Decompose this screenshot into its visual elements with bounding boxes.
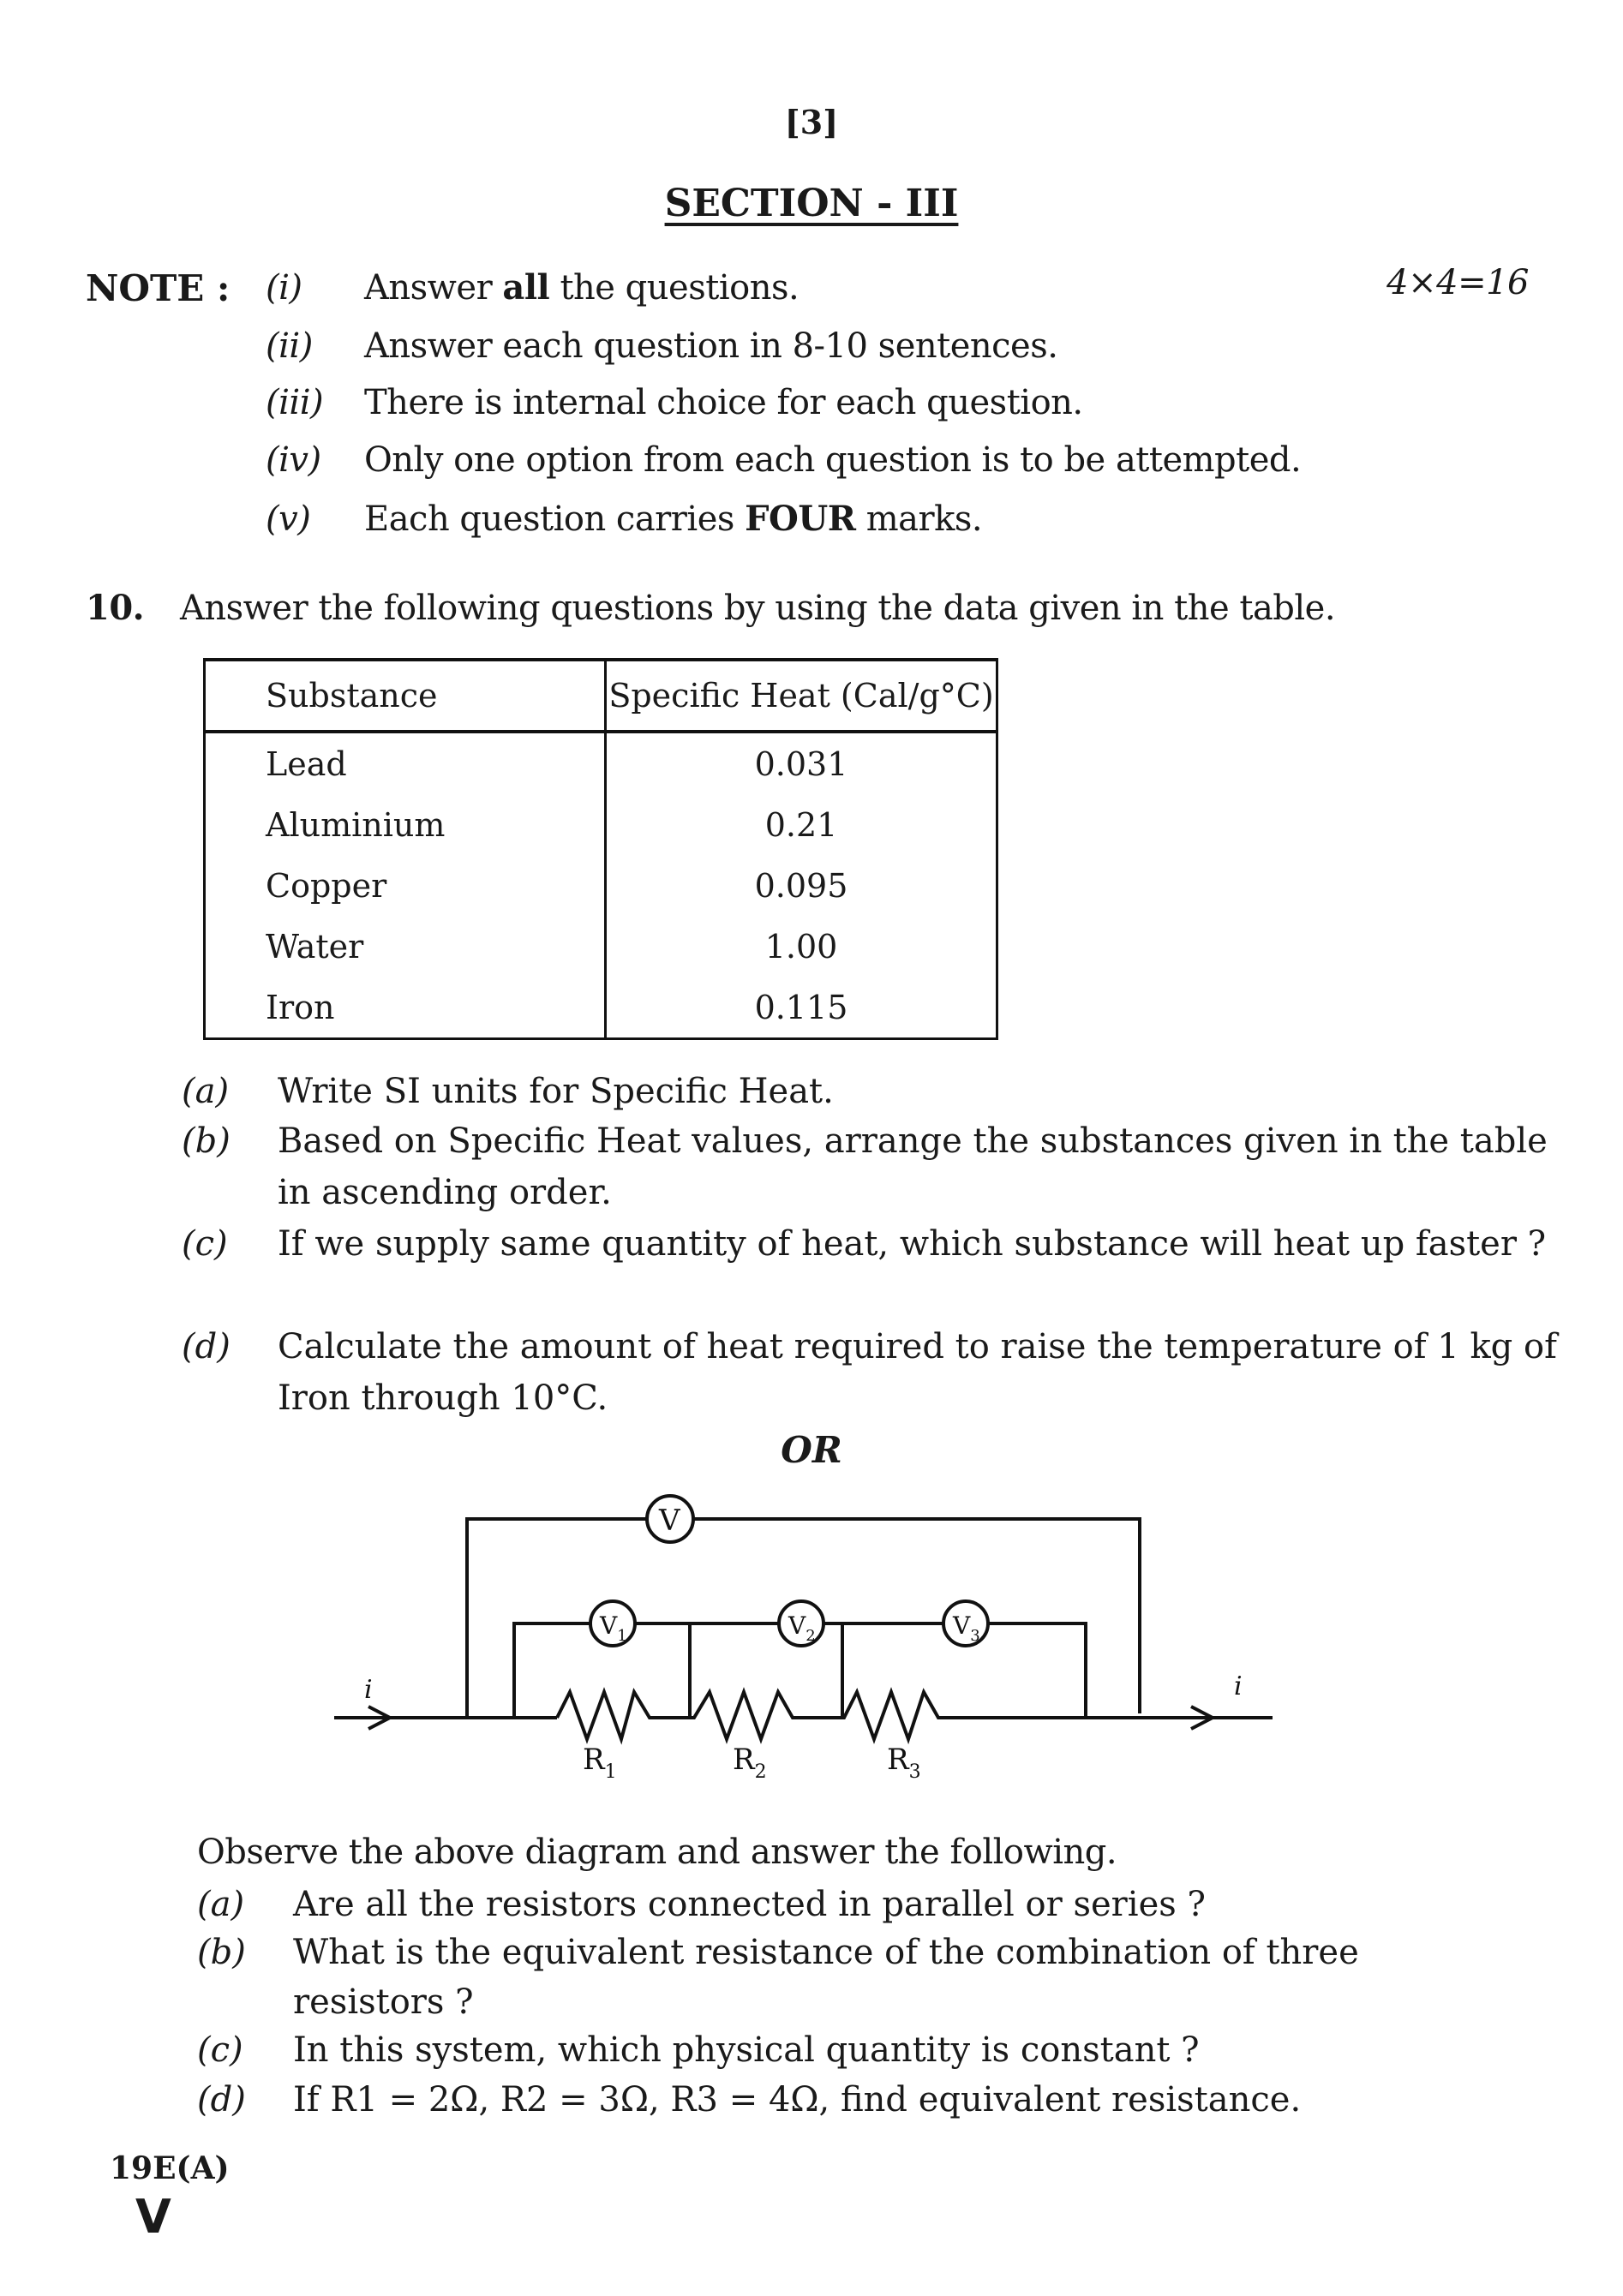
sub-question-label: (c) xyxy=(197,2030,243,2070)
table-row xyxy=(205,732,997,794)
cell-specific-heat: 0.21 xyxy=(606,794,997,855)
svg-text:V2: $V_2$ xyxy=(788,1611,816,1645)
note-item xyxy=(266,382,1083,423)
cell-specific-heat: 0.115 xyxy=(606,977,997,1039)
svg-text:V1: $V_1$ xyxy=(600,1611,627,1645)
sub-question-text: Write SI units for Specific Heat. xyxy=(278,1072,834,1111)
note-item-text: marks. xyxy=(855,499,983,539)
note-item-text: Answer each question in 8-10 sentences. xyxy=(364,326,1058,366)
sub-question-a xyxy=(182,1066,834,1117)
note-item-number: (iii) xyxy=(266,383,324,422)
cell-substance: Lead xyxy=(205,732,606,794)
resistor-r1-label: $R_1$ xyxy=(583,1743,617,1783)
cell-specific-heat: 0.095 xyxy=(606,855,997,916)
note-label: NOTE : xyxy=(86,267,231,309)
sub-question-label: (b) xyxy=(197,1933,246,1972)
table-row xyxy=(205,977,997,1039)
or-sub-question-a xyxy=(197,1880,1206,1929)
cell-specific-heat: 0.031 xyxy=(606,732,997,794)
sub-question-c xyxy=(182,1218,1547,1270)
column-header-specific-heat: Specific Heat (Cal/g°C) xyxy=(606,660,997,732)
version-mark: V xyxy=(135,2190,171,2244)
cell-substance: Aluminium xyxy=(205,794,606,855)
observe-instruction: Observe the above diagram and answer the following. xyxy=(197,1833,1117,1872)
note-item-text: There is internal choice for each question. xyxy=(364,383,1083,422)
marks-allocation: 4×4=16 xyxy=(1386,263,1529,302)
sub-question-label: (c) xyxy=(182,1224,228,1264)
sub-question-label: (d) xyxy=(182,1327,231,1366)
note-item-text: Only one option from each question is to be attempted. xyxy=(364,440,1302,480)
table-row xyxy=(205,855,997,916)
resistor-chain xyxy=(557,1692,1123,1739)
sub-question-b xyxy=(182,1115,1548,1212)
table-row xyxy=(205,916,997,977)
sub-question-d xyxy=(182,1321,1557,1418)
note-item-number: (i) xyxy=(266,268,302,308)
note-item xyxy=(266,326,1057,367)
sub-question-label: (b) xyxy=(182,1121,231,1161)
note-item-text: the questions. xyxy=(549,268,800,308)
current-label-out: i xyxy=(1234,1671,1243,1701)
or-sub-question-b xyxy=(197,1928,1359,2022)
cell-substance: Water xyxy=(205,916,606,977)
sub-question-label: (a) xyxy=(197,1885,245,1924)
specific-heat-table xyxy=(203,658,998,1040)
note-item xyxy=(266,439,1301,481)
sub-question-text: What is the equivalent resistance of the combination of three resistors ? xyxy=(293,1933,1359,2022)
note-item xyxy=(266,267,799,308)
or-sub-question-c xyxy=(197,2025,1200,2075)
cell-specific-heat: 1.00 xyxy=(606,916,997,977)
question-text: Answer the following questions by using the data given in the table. xyxy=(180,589,1336,628)
section-title xyxy=(0,182,1623,225)
column-header-substance: Substance xyxy=(205,660,606,732)
sub-question-text: In this system, which physical quantity is constant ? xyxy=(293,2030,1200,2070)
cell-substance: Copper xyxy=(205,855,606,916)
note-item-text: Each question carries xyxy=(364,499,746,539)
sub-question-text: Based on Specific Heat values, arrange the substances given in the table in ascending order. xyxy=(278,1121,1548,1212)
or-separator: OR xyxy=(781,1429,842,1471)
sub-question-label: (a) xyxy=(182,1072,230,1111)
note-item-bold: all xyxy=(502,267,550,308)
resistor-r2-label: $R_2$ xyxy=(733,1743,767,1783)
section-title-text: SECTION - III xyxy=(664,182,959,225)
sub-question-text: Are all the resistors connected in parallel or series ? xyxy=(293,1885,1206,1924)
current-label-in: i xyxy=(364,1675,373,1705)
voltmeter-v-label: V xyxy=(659,1504,680,1538)
note-item-bold: FOUR xyxy=(745,499,856,539)
or-sub-question-d xyxy=(197,2075,1302,2125)
cell-substance: Iron xyxy=(205,977,606,1039)
question-number: 10. xyxy=(86,588,145,628)
paper-code: 19E(A) xyxy=(110,2150,230,2186)
svg-text:V3: $V_3$ xyxy=(953,1611,980,1645)
note-item-number: (ii) xyxy=(266,326,313,366)
sub-question-label: (d) xyxy=(197,2080,246,2120)
note-item-number: (iv) xyxy=(266,440,321,480)
resistor-r3-label: $R_3$ xyxy=(887,1743,921,1783)
sub-question-text: If R1 = 2Ω, R2 = 3Ω, R3 = 4Ω, find equivalent resistance. xyxy=(293,2080,1302,2120)
sub-question-text: Calculate the amount of heat required to raise the temperature of 1 kg of Iron through 10°C. xyxy=(278,1327,1557,1418)
page-number: [3] xyxy=(784,103,839,141)
note-item-text: Answer xyxy=(364,268,503,308)
table-header-row xyxy=(205,660,997,732)
table-row xyxy=(205,794,997,855)
note-item xyxy=(266,499,982,540)
sub-question-text: If we supply same quantity of heat, which substance will heat up faster ? xyxy=(278,1224,1547,1264)
circuit-diagram xyxy=(326,1474,1303,1799)
note-item-number: (v) xyxy=(266,499,311,539)
